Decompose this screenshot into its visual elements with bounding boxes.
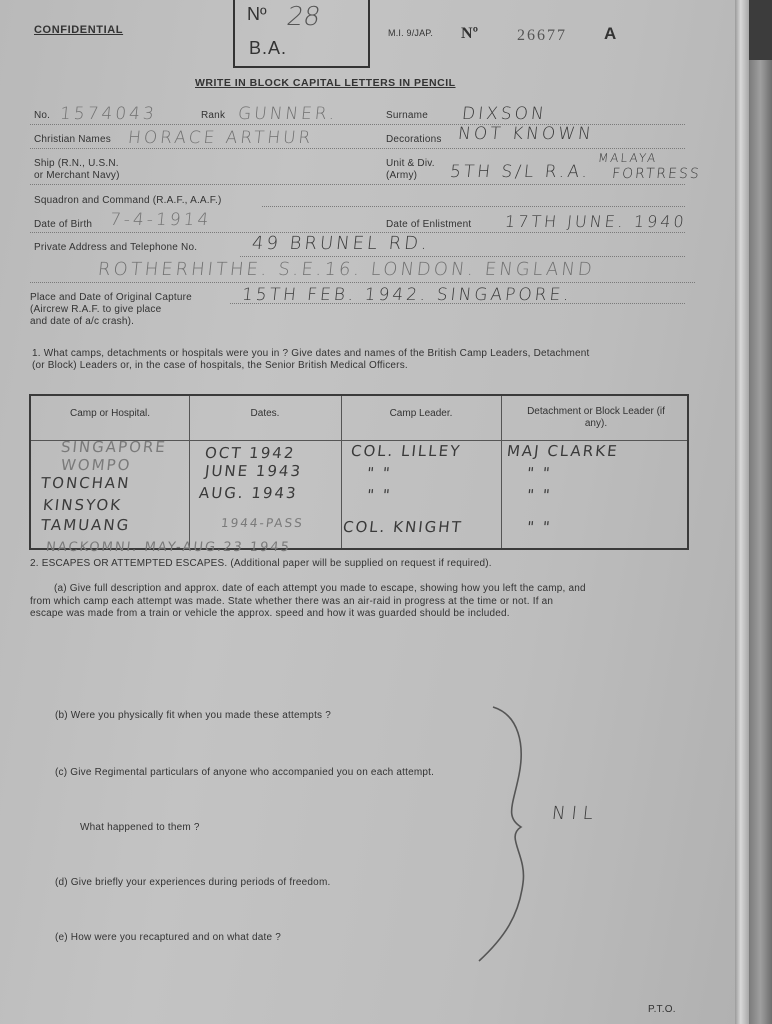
question-1-line-2: (or Block) Leaders or, in the case of hospitals, the Senior British Medical Officers. — [32, 360, 408, 371]
question-2a: (a) Give full description and approx. date of each attempt you made to escape, showing how you left the camp, and — [54, 583, 586, 594]
christian-names-label: Christian Names — [34, 134, 111, 145]
form-suffix: A — [604, 24, 617, 43]
instruction-heading: WRITE IN BLOCK CAPITAL LETTERS IN PENCIL — [195, 77, 456, 89]
detachment-cell: " " — [526, 518, 553, 536]
pto-label: P.T.O. — [648, 1004, 676, 1015]
question-2b: (b) Were you physically fit when you made these attempts ? — [55, 710, 331, 721]
stamp-code: B.A. — [249, 38, 288, 58]
squadron-label: Squadron and Command (R.A.F., A.A.F.) — [34, 195, 222, 206]
detachment-cell: " " — [526, 486, 553, 504]
leader-cell: COL. KNIGHT — [342, 518, 464, 536]
camp-table — [29, 394, 689, 550]
detachment-cell: " " — [526, 464, 553, 482]
capture-label: Place and Date of Original Capture — [30, 292, 192, 303]
question-2c: (c) Give Regimental particulars of anyone who accompanied you on each attempt. — [55, 767, 435, 778]
surname-label: Surname — [386, 110, 428, 121]
capture-label-3: and date of a/c crash). — [30, 316, 135, 327]
leader-cell: " " — [366, 486, 393, 504]
camp-cell: WOMPO — [60, 456, 133, 474]
confidential-label: CONFIDENTIAL — [34, 24, 124, 36]
question-2a-line-2: from which camp each attempt was made. State whether there was an air-raid in progress at the time or not. If an — [30, 596, 554, 607]
question-2d: (d) Give briefly your experiences during periods of freedom. — [55, 877, 331, 888]
header-leader: Camp Leader. — [389, 408, 453, 419]
christian-names-value: HORACE ARTHUR — [126, 128, 315, 148]
detachment-cell: MAJ CLARKE — [506, 442, 620, 460]
number-label: Nº — [461, 25, 479, 42]
stacked-pages — [749, 60, 772, 1024]
date-cell: JUNE 1943 — [204, 462, 303, 480]
decorations-value: NOT KNOWN — [456, 124, 595, 144]
row-rule — [30, 148, 685, 149]
camp-cell: TONCHAN — [40, 474, 132, 492]
leader-cell: COL. LILLEY — [350, 442, 463, 460]
question-2a-line-3: escape was made from a train or vehicle the approx. speed and how it was guarded should be included. — [30, 608, 510, 619]
dob-label: Date of Birth — [34, 219, 93, 230]
unit-label: Unit & Div. — [386, 158, 435, 169]
enlistment-label: Date of Enlistment — [386, 219, 472, 230]
address-label: Private Address and Telephone No. — [34, 242, 198, 253]
page-edge — [735, 0, 749, 1024]
ship-label-2: or Merchant Navy) — [34, 170, 120, 181]
question-1: 1. What camps, detachments or hospitals were you in ? Give dates and names of the British Camp Leaders, Detachment — [32, 348, 590, 359]
row-rule — [30, 184, 685, 185]
reference-stamp — [233, 0, 370, 68]
row-rule — [262, 206, 685, 207]
no-label: No. — [34, 110, 51, 121]
decorations-label: Decorations — [386, 134, 442, 145]
date-cell: 1944-PASS — [220, 516, 305, 530]
background-corner — [749, 0, 772, 60]
leader-cell: " " — [366, 464, 393, 482]
rank-value: GUNNER. — [236, 104, 339, 124]
unit-value-malaya: MALAYA — [597, 151, 659, 165]
brace-mark — [475, 705, 545, 965]
unit-value: 5TH S/L R.A. — [448, 162, 592, 182]
question-2e: (e) How were you recaptured and on what date ? — [55, 932, 281, 943]
escape-answer: NIL — [550, 803, 600, 824]
ship-label: Ship (R.N., U.S.N. — [34, 158, 119, 169]
rank-label: Rank — [201, 110, 226, 121]
form-reference: M.I. 9/JAP. — [388, 28, 434, 38]
form-number: 26677 — [517, 27, 567, 44]
surname-value: DIXSON — [460, 104, 548, 124]
stamp-no-value: 28 — [284, 2, 323, 32]
camp-cell: TAMUANG — [40, 516, 132, 534]
capture-value: 15TH FEB. 1942. SINGAPORE. — [240, 285, 573, 305]
dob-value: 7-4-1914 — [108, 210, 213, 230]
question-2c-followup: What happened to them ? — [80, 822, 200, 833]
row-rule — [240, 256, 685, 257]
date-cell: OCT 1942 — [204, 444, 297, 462]
service-number: 1574043 — [58, 104, 158, 124]
camp-cell: SINGAPORE — [60, 438, 168, 456]
capture-label-2: (Aircrew R.A.F. to give place — [30, 304, 162, 315]
enlistment-value: 17TH JUNE. 1940 — [504, 212, 688, 231]
row-rule — [30, 282, 695, 283]
question-2-heading: 2. ESCAPES OR ATTEMPTED ESCAPES. (Additional paper will be supplied on request if required). — [30, 558, 492, 569]
unit-label-2: (Army) — [386, 170, 418, 181]
row-rule — [230, 303, 685, 304]
header-dates: Dates. — [250, 408, 280, 419]
unit-value-fortress: FORTRESS — [611, 166, 702, 182]
address-line-1: 49 BRUNEL RD. — [250, 233, 431, 254]
header-detachment: Detachment or Block Leader (if any). — [527, 406, 665, 429]
overflow-row: NACKOMNI. MAY-AUG.23 1945 — [45, 540, 292, 555]
stamp-no-label: Nº — [247, 4, 267, 24]
date-cell: AUG. 1943 — [198, 484, 299, 502]
camp-cell: KINSYOK — [42, 496, 123, 514]
address-line-2: ROTHERHITHE. S.E.16. LONDON. ENGLAND — [96, 259, 596, 280]
header-camp: Camp or Hospital. — [69, 408, 151, 419]
